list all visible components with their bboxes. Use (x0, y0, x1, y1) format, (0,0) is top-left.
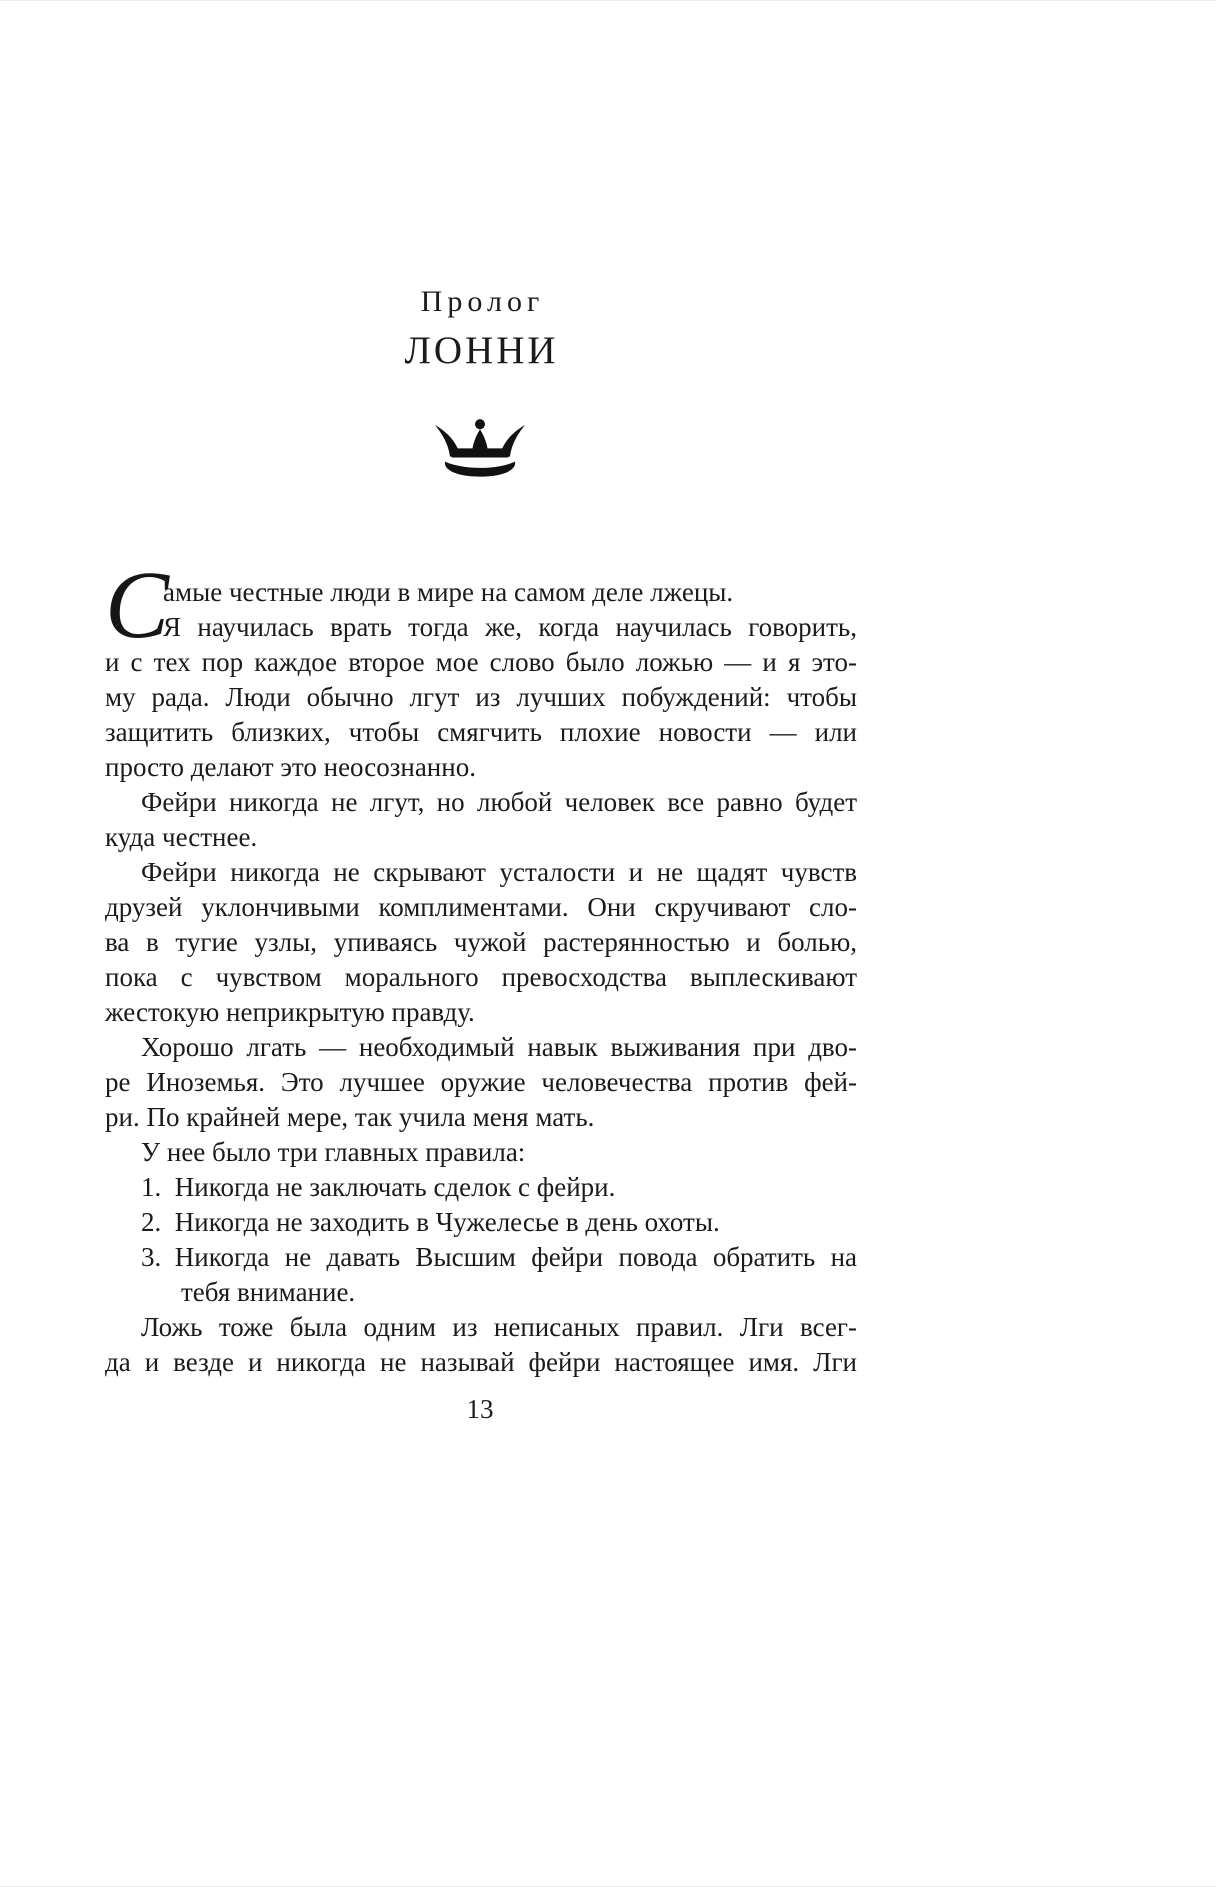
text-line: и с тех пор каждое второе мое слово было ложью — и я это- (105, 647, 857, 677)
crown-icon (104, 415, 856, 490)
body-text (105, 551, 857, 1380)
text-line: амые честные люди в мире на самом деле лжецы. (163, 577, 734, 607)
text-line: Ложь тоже была одним из неписаных правил. Лги всег- (141, 1312, 857, 1342)
text-line: просто делают это неосознанно. (105, 752, 476, 782)
text-line: 3. Никогда не давать Высшим фейри повода обратить на (141, 1242, 857, 1272)
text-line: му рада. Люди обычно лгут из лучших побуждений: чтобы (105, 682, 857, 712)
text-line: тебя внимание. (181, 1277, 356, 1307)
text-line: куда честнее. (105, 822, 258, 852)
text-line: ри. По крайней мере, так учила меня мать. (105, 1102, 595, 1132)
text-line: Фейри никогда не лгут, но любой человек все равно будет (141, 787, 857, 817)
text-line: Я научилась врать тогда же, когда научилась говорить, (163, 612, 857, 642)
text-line: У нее было три главных правила: (141, 1137, 526, 1167)
text-line: пока с чувством морального превосходства выплескивают (105, 962, 857, 992)
text-line: 2. Никогда не заходить в Чужелесье в день охоты. (141, 1207, 720, 1237)
text-line: ре Иноземья. Это лучшее оружие человечества против фей- (105, 1067, 857, 1097)
chapter-title: ЛОННИ (404, 329, 559, 372)
drop-cap: С (105, 551, 170, 658)
text-line: друзей уклончивыми комплиментами. Они скручивают сло- (105, 892, 857, 922)
chapter-label: Пролог (420, 285, 545, 318)
text-line: 1. Никогда не заключать сделок с фейри. (141, 1172, 616, 1202)
text-line: Хорошо лгать — необходимый навык выживания при дво- (141, 1032, 857, 1062)
text-line: да и везде и никогда не называй фейри настоящее имя. Лги (105, 1347, 857, 1377)
page-number: 13 (466, 1394, 494, 1424)
text-lines (105, 575, 857, 1380)
text-line: защитить близких, чтобы смягчить плохие новости — или (105, 717, 857, 747)
text-line: ва в тугие узлы, упиваясь чужой растерянностью и болью, (105, 927, 857, 957)
text-line: жестокую неприкрытую правду. (105, 997, 475, 1027)
text-line: Фейри никогда не скрывают усталости и не щадят чувств (141, 857, 857, 887)
